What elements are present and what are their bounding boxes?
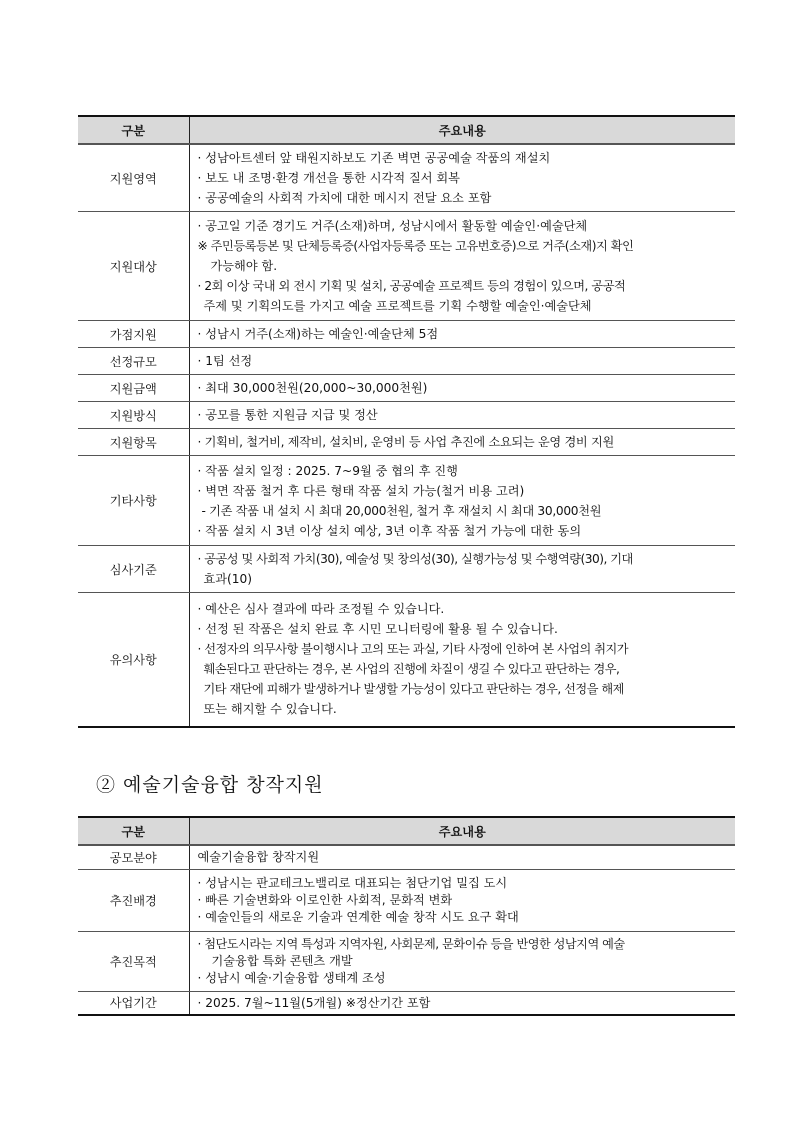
- content-line: · 빠른 기술변화와 이로인한 사회적, 문화적 변화: [197, 892, 453, 907]
- header-category: 구분: [78, 817, 189, 845]
- section-heading: ② 예술기술융합 창작지원: [96, 774, 324, 796]
- table-row: [78, 402, 735, 429]
- content-line: 주제 및 기획의도를 가지고 예술 프로젝트를 기획 수행할 예술인·예술단체: [203, 299, 592, 313]
- row-label: 사업기간: [78, 991, 189, 1015]
- table-row: [78, 375, 735, 402]
- table-row: [78, 869, 735, 931]
- row-label: 가점지원: [78, 321, 189, 348]
- content-line: ※ 주민등록등본 및 단체등록증(사업자등록증 또는 고유번호증)으로 거주(소재)지 확인: [197, 239, 634, 253]
- content-line: · 예술인들의 새로운 기술과 연계한 예술 창작 시도 요구 확대: [197, 909, 519, 924]
- row-label: 지원대상: [78, 212, 189, 321]
- content-line: · 공모를 통한 지원금 지급 및 정산: [197, 408, 378, 422]
- content-line: · 선정 된 작품은 설치 완료 후 시민 모니터링에 활용 될 수 있습니다.: [197, 622, 558, 637]
- table-row: [78, 144, 735, 212]
- content-line: - 기존 작품 내 설치 시 최대 20,000천원, 철거 후 재설치 시 최대 30,000천원: [201, 503, 602, 518]
- content-line: · 2025. 7월~11월(5개월) ※정산기간 포함: [197, 995, 431, 1010]
- header-category: 구분: [78, 116, 189, 144]
- row-content: [189, 593, 735, 727]
- table-row: [78, 321, 735, 348]
- row-content: [189, 144, 735, 212]
- table-row: [78, 546, 735, 593]
- row-label: 기타사항: [78, 456, 189, 546]
- row-content: [189, 456, 735, 546]
- row-content: [189, 348, 735, 375]
- row-label: 지원항목: [78, 429, 189, 456]
- content-line: · 성남시는 판교테크노밸리로 대표되는 첨단기업 밀집 도시: [197, 875, 508, 890]
- row-label: 추진목적: [78, 931, 189, 991]
- row-content: [189, 321, 735, 348]
- content-line: · 최대 30,000천원(20,000~30,000천원): [197, 381, 428, 395]
- content-line: · 예산은 심사 결과에 따라 조정될 수 있습니다.: [197, 602, 445, 617]
- content-line: 또는 해지할 수 있습니다.: [203, 702, 337, 717]
- row-content: [189, 991, 735, 1015]
- row-label: 지원방식: [78, 402, 189, 429]
- row-content: [189, 931, 735, 991]
- content-line: · 공고일 기준 경기도 거주(소재)하며, 성남시에서 활동할 예술인·예술단체: [197, 219, 588, 233]
- table-row: [78, 931, 735, 991]
- row-label: 지원금액: [78, 375, 189, 402]
- row-content: [189, 845, 735, 869]
- table-row: [78, 991, 735, 1015]
- content-line: 예술기술융합 창작지원: [197, 850, 320, 865]
- content-line: · 1팀 선정: [197, 354, 253, 368]
- table-row: [78, 212, 735, 321]
- row-label: 공모분야: [78, 845, 189, 869]
- row-content: [189, 212, 735, 321]
- row-label: 지원영역: [78, 144, 189, 212]
- content-line: · 공공예술의 사회적 가치에 대한 메시지 전달 요소 포함: [197, 191, 492, 205]
- content-line: 효과(10): [203, 572, 253, 586]
- content-line: · 첨단도시라는 지역 특성과 지역자원, 사회문제, 문화이슈 등을 반영한 성남지역 예술: [197, 936, 625, 951]
- support-table-2: [78, 816, 735, 1016]
- content-line: 가능해야 함.: [210, 259, 278, 273]
- row-content: [189, 429, 735, 456]
- row-label: 유의사항: [78, 593, 189, 727]
- content-line: · 보도 내 조명·환경 개선을 통한 시각적 질서 회복: [197, 171, 460, 185]
- content-line: · 성남아트센터 앞 태원지하보도 기존 벽면 공공예술 작품의 재설치: [197, 151, 551, 165]
- table-row: [78, 348, 735, 375]
- content-line: · 2회 이상 국내 외 전시 기획 및 설치, 공공예술 프로젝트 등의 경험이 있으며, 공공적: [197, 279, 626, 293]
- row-content: [189, 869, 735, 931]
- row-label: 심사기준: [78, 546, 189, 593]
- support-table-1: [78, 115, 735, 728]
- content-line: · 작품 설치 일정 : 2025. 7~9월 중 협의 후 진행: [197, 463, 458, 478]
- table-row: [78, 429, 735, 456]
- row-label: 선정규모: [78, 348, 189, 375]
- content-line: · 공공성 및 사회적 가치(30), 예술성 및 창의성(30), 실행가능성 및 수행역량(30), 기대: [197, 552, 633, 566]
- content-line: · 작품 설치 시 3년 이상 설치 예상, 3년 이후 작품 철거 가능에 대한 동의: [197, 523, 582, 538]
- content-line: · 선정자의 의무사항 불이행시나 고의 또는 과실, 기타 사정에 인하여 본 사업의 취지가: [197, 642, 629, 657]
- content-line: · 벽면 작품 철거 후 다른 형태 작품 설치 가능(철거 비용 고려): [197, 483, 525, 498]
- content-line: · 성남시 예술·기술융합 생태계 조성: [197, 970, 386, 985]
- table-row: [78, 593, 735, 727]
- content-line: 기타 재단에 피해가 발생하거나 발생할 가능성이 있다고 판단하는 경우, 선정을 해제: [203, 682, 624, 697]
- header-content: 주요내용: [189, 817, 735, 845]
- row-content: [189, 402, 735, 429]
- row-content: [189, 375, 735, 402]
- content-line: 기술융합 특화 콘텐츠 개발: [211, 953, 353, 968]
- table-row: [78, 845, 735, 869]
- row-content: [189, 546, 735, 593]
- content-line: · 성남시 거주(소재)하는 예술인·예술단체 5점: [197, 327, 439, 341]
- table-row: [78, 456, 735, 546]
- table-header-row: [78, 817, 735, 845]
- row-label: 추진배경: [78, 869, 189, 931]
- content-line: · 기획비, 철거비, 제작비, 설치비, 운영비 등 사업 추진에 소요되는 운영 경비 지원: [197, 435, 614, 449]
- table-header-row: [78, 116, 735, 144]
- content-line: 훼손된다고 판단하는 경우, 본 사업의 진행에 차질이 생길 수 있다고 판단하는 경우,: [203, 662, 620, 677]
- header-content: 주요내용: [189, 116, 735, 144]
